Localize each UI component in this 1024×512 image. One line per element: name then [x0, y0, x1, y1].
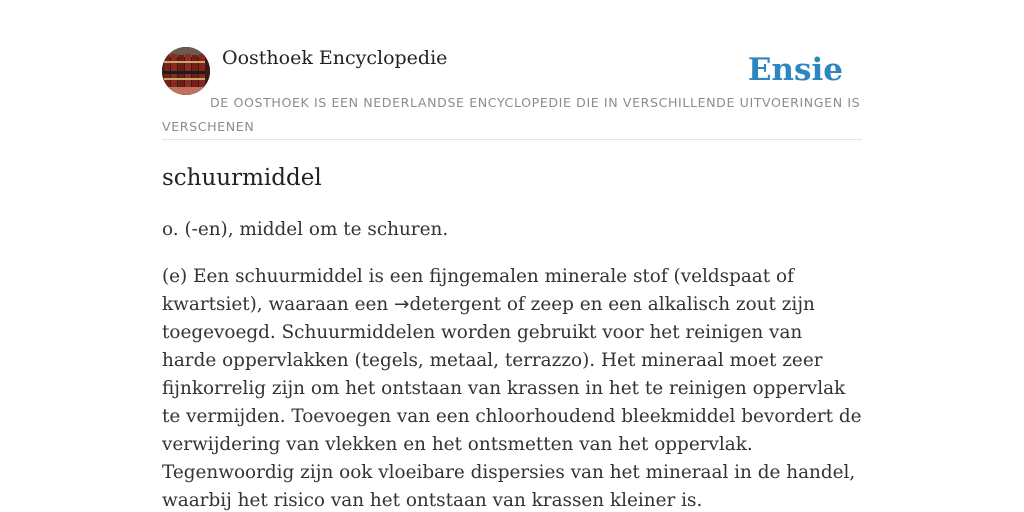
encyclopedia-books-icon [162, 47, 210, 95]
source-title[interactable]: Oosthoek Encyclopedie [222, 47, 448, 69]
body-text-after-link: of zeep en een alkalisch zout zijn toegevoegd. Schuurmiddelen worden gebruikt voor het reinigen van harde oppervlakken (tegels, metaal, terrazzo). Het mineraal moet zeer fijnkorrelig zijn om het ontstaan van krassen in het te reinigen oppervlak te vermijden. Toevoegen van een chloorhoudend bleekmiddel bevordert de verwijdering van vlekken en het ontsmetten van het oppervlak. Tegenwoordig zijn ook vloeibare dispersies van het mineraal in de handel, waarbij het risico van het ontstaan van krassen kleiner is. [162, 294, 862, 511]
entry-definition: o. (-en), middel om te schuren. [162, 219, 449, 240]
link-label: detergent [409, 294, 502, 315]
entry-body [162, 263, 862, 512]
entry-article [162, 160, 862, 511]
arrow-right-icon: → [394, 294, 410, 315]
body-text-before-link: (e) Een schuurmiddel is een fijngemalen minerale stof (veldspaat of kwartsiet), waaraan een [162, 266, 794, 315]
entry-title: schuurmiddel [162, 165, 322, 191]
detergent-link[interactable] [394, 294, 501, 315]
source-description: DE OOSTHOEK IS EEN NEDERLANDSE ENCYCLOPEDIE DIE IN VERSCHILLENDE UITVOERINGEN IS VERSCHENEN [162, 95, 861, 134]
encyclopedia-avatar[interactable] [162, 47, 210, 95]
source-header [162, 46, 862, 140]
ensie-logo[interactable]: Ensie [747, 52, 843, 88]
